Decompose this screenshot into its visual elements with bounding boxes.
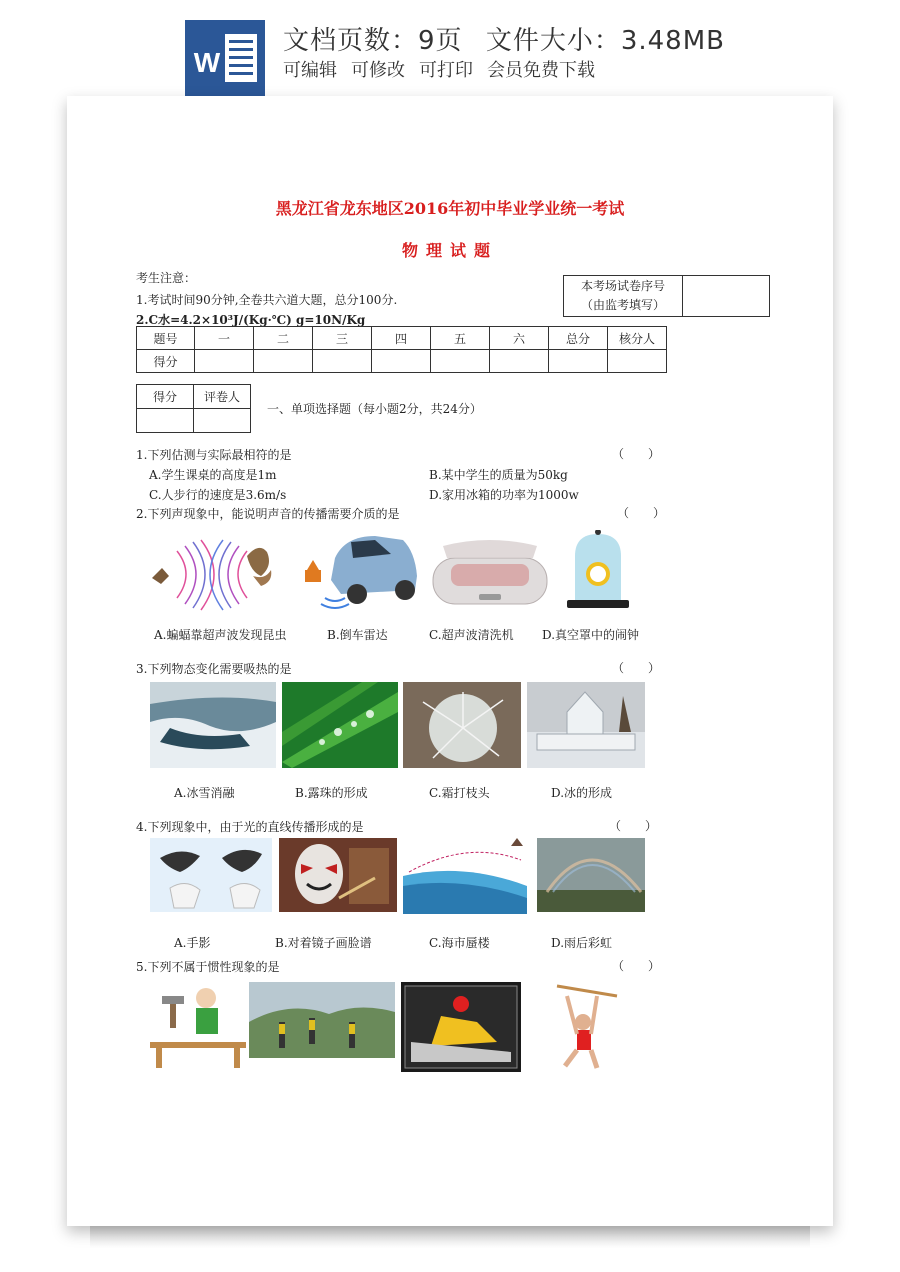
score-header-cell: 四 bbox=[372, 327, 431, 350]
notice-item-2: 2.C水=4.2×10³J/(Kg·℃) g=10N/Kg bbox=[136, 313, 366, 327]
banner-stats bbox=[283, 20, 739, 57]
ultrasonic-cleaner-image bbox=[429, 536, 551, 610]
score-cell bbox=[372, 350, 431, 373]
notice-item-1: 1.考试时间90分钟,全卷共六道大题，总分100分. bbox=[136, 293, 398, 307]
score-header-cell: 二 bbox=[254, 327, 313, 350]
car-crash-test-photo bbox=[401, 982, 521, 1072]
notice-heading: 考生注意： bbox=[136, 271, 197, 285]
section-1-heading: 一、单项选择题（每小题2分，共24分） bbox=[267, 402, 482, 416]
feature-member-download[interactable]: 会员免费下载 bbox=[487, 60, 595, 81]
word-icon bbox=[185, 20, 265, 96]
exam-subtitle: 物理试题 bbox=[401, 241, 498, 260]
q3-caption-c: C.霜打枝头 bbox=[429, 786, 490, 800]
q2-stem: 2.下列声现象中，能说明声音的传播需要介质的是 bbox=[136, 507, 400, 521]
q4-answer-paren: （ ） bbox=[609, 819, 658, 833]
q1-option-c: C.人步行的速度是3.6m/s bbox=[149, 488, 287, 502]
q4-caption-b: B.对着镜子画脸谱 bbox=[275, 936, 372, 950]
q2-caption-c: C.超声波清洗机 bbox=[429, 628, 514, 642]
grader-score-label: 得分 bbox=[137, 385, 194, 409]
exam-title: 黑龙江省龙东地区2016年初中毕业学业统一考试 bbox=[275, 199, 625, 218]
pole-vault-photo bbox=[537, 982, 633, 1072]
feature-editable: 可编辑 bbox=[283, 60, 337, 81]
q4-stem: 4.下列现象中，由于光的直线传播形成的是 bbox=[136, 820, 364, 834]
mirage-diagram-image bbox=[403, 836, 531, 914]
grader-score-cell bbox=[137, 409, 194, 433]
score-header-cell: 五 bbox=[431, 327, 490, 350]
running-blur-photo bbox=[249, 982, 395, 1058]
score-table bbox=[136, 326, 667, 373]
q4-caption-d: D.雨后彩虹 bbox=[551, 936, 613, 950]
file-size: 文件大小：3.48MB bbox=[485, 26, 725, 56]
mirror-face-paint-image bbox=[279, 838, 397, 912]
score-header-cell: 总分 bbox=[549, 327, 608, 350]
ice-melting-photo bbox=[150, 682, 276, 768]
score-row-label: 得分 bbox=[137, 350, 195, 373]
q2-caption-d: D.真空罩中的闹钟 bbox=[542, 628, 640, 642]
q3-caption-a: A.冰雪消融 bbox=[174, 786, 235, 800]
hammer-inertia-image bbox=[150, 982, 246, 1070]
page-shadow bbox=[90, 1226, 810, 1248]
score-cell bbox=[549, 350, 608, 373]
seat-label-line1: 本考场试卷序号 bbox=[580, 279, 665, 293]
page-count: 文档页数：9页 bbox=[283, 26, 463, 56]
dew-drops-photo bbox=[282, 682, 398, 768]
car-radar-image bbox=[295, 528, 421, 612]
q3-caption-b: B.露珠的形成 bbox=[295, 786, 368, 800]
q4-caption-c: C.海市蜃楼 bbox=[429, 936, 490, 950]
score-cell bbox=[195, 350, 254, 373]
score-header-cell: 三 bbox=[313, 327, 372, 350]
vacuum-bell-jar-image bbox=[565, 530, 631, 612]
score-cell bbox=[313, 350, 372, 373]
grader-name-label: 评卷人 bbox=[194, 385, 251, 409]
feature-modifiable: 可修改 bbox=[351, 60, 405, 81]
score-header-cell: 六 bbox=[490, 327, 549, 350]
grader-name-cell bbox=[194, 409, 251, 433]
seat-label-line2: （由监考填写） bbox=[580, 298, 665, 312]
score-value-row bbox=[137, 350, 667, 373]
seat-number-label bbox=[564, 276, 683, 317]
q2-caption-a: A.蝙蝠靠超声波发现昆虫 bbox=[154, 628, 287, 642]
banner-features bbox=[283, 56, 609, 82]
svg-text:W: W bbox=[193, 47, 221, 78]
q4-caption-a: A.手影 bbox=[174, 936, 211, 950]
rainbow-photo bbox=[537, 838, 645, 912]
q3-stem: 3.下列物态变化需要吸热的是 bbox=[136, 662, 292, 676]
q2-answer-paren: （ ） bbox=[617, 506, 666, 520]
score-header-cell: 一 bbox=[195, 327, 254, 350]
score-cell bbox=[431, 350, 490, 373]
ice-sculpture-photo bbox=[527, 682, 645, 768]
seat-number-box bbox=[563, 275, 770, 317]
download-banner bbox=[0, 0, 900, 96]
q3-answer-paren: （ ） bbox=[612, 661, 661, 675]
score-cell bbox=[490, 350, 549, 373]
q5-answer-paren: （ ） bbox=[612, 959, 661, 973]
grader-table bbox=[136, 384, 251, 433]
q1-option-a: A.学生课桌的高度是1m bbox=[149, 468, 277, 482]
bat-ultrasound-image bbox=[147, 536, 277, 612]
score-header-cell: 核分人 bbox=[608, 327, 667, 350]
score-cell bbox=[254, 350, 313, 373]
score-header-row bbox=[137, 327, 667, 350]
frost-branches-photo bbox=[403, 682, 521, 768]
q1-answer-paren: （ ） bbox=[612, 447, 661, 461]
document-page bbox=[67, 96, 833, 1226]
q2-caption-b: B.倒车雷达 bbox=[327, 628, 388, 642]
q1-option-d: D.家用冰箱的功率为1000w bbox=[429, 488, 579, 502]
score-header-cell: 题号 bbox=[137, 327, 195, 350]
feature-printable: 可打印 bbox=[419, 60, 473, 81]
q1-option-b: B.某中学生的质量为50kg bbox=[429, 468, 568, 482]
q5-stem: 5.下列不属于惯性现象的是 bbox=[136, 960, 280, 974]
q1-stem: 1.下列估测与实际最相符的是 bbox=[136, 448, 292, 462]
score-cell bbox=[608, 350, 667, 373]
hand-shadow-image bbox=[150, 838, 272, 912]
q3-caption-d: D.冰的形成 bbox=[551, 786, 613, 800]
